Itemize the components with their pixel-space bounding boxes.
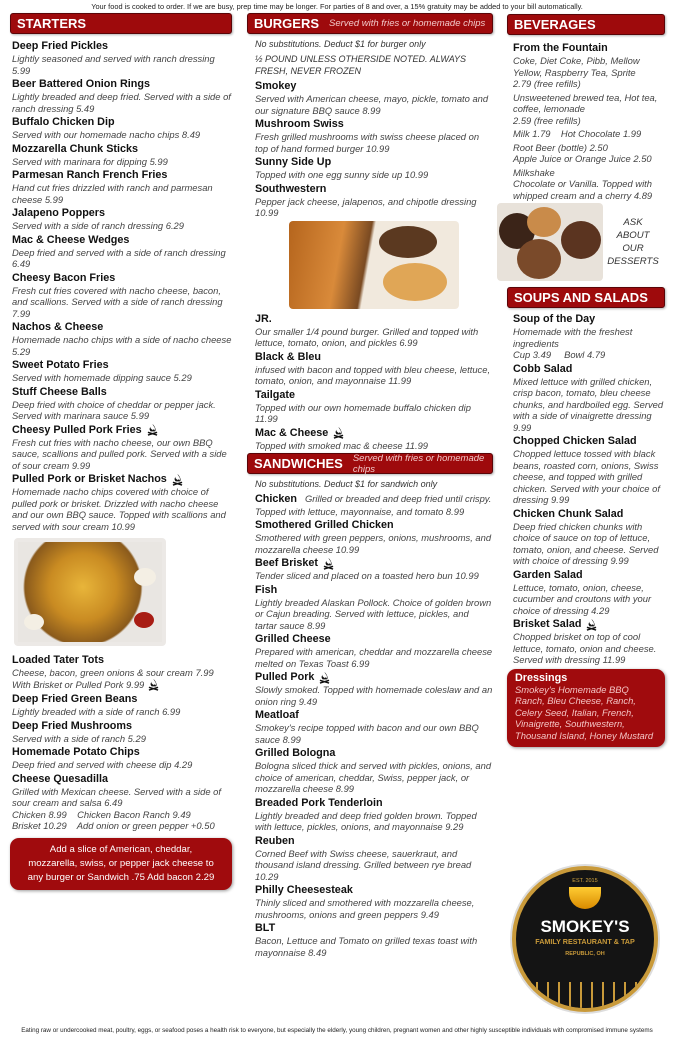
menu-item xyxy=(513,92,665,127)
item-line xyxy=(513,142,665,154)
item-name: Deep Fried Pickles xyxy=(12,40,109,52)
item-name-row xyxy=(12,143,232,156)
menu-item xyxy=(255,884,493,920)
item-name: Mac & Cheese xyxy=(255,426,329,439)
item-line xyxy=(12,679,232,692)
item-name-row xyxy=(255,797,493,810)
item-name-row xyxy=(12,386,232,399)
dressings-title: Dressings xyxy=(515,671,568,684)
item-description: Thinly sliced and smothered with mozzarella cheese, mushrooms, onions and green peppers 9.49 xyxy=(255,897,475,920)
item-name-row xyxy=(255,747,493,760)
item-name: Garden Salad xyxy=(513,568,583,581)
item-name-row xyxy=(12,773,232,786)
menu-item xyxy=(513,508,665,567)
item-name: JR. xyxy=(255,312,272,325)
item-description: Chopped brisket on top of cool lettuce, tomato, onion and cheese. Served with dressing 11.99 xyxy=(513,631,657,665)
item-description: Deep fried with choice of cheddar or pepper jack. Served with marinara sauce 5.99 xyxy=(12,398,216,421)
item-description: Bacon, Lettuce and Tomato on grilled texas toast with mayonnaise 8.49 xyxy=(255,935,478,958)
item-line-text: Apple Juice or Orange Juice 2.50 xyxy=(513,153,652,164)
item-name: Soup of the Day xyxy=(513,313,596,325)
item-name: Deep Fried Green Beans xyxy=(12,693,138,706)
item-name: Mushroom Swiss xyxy=(255,118,344,130)
item-name: Jalapeno Poppers xyxy=(12,207,106,219)
item-description: Served with a side of ranch 5.29 xyxy=(12,732,146,744)
top-notice: Your food is cooked to order. If we are busy, prep time may be longer. For parties of 8 and over, a 15% gratuity may be added to your bill automatically. xyxy=(91,2,583,11)
item-name: Philly Cheesesteak xyxy=(255,884,353,896)
item-name: Stuff Cheese Balls xyxy=(12,385,107,398)
item-name: Reuben xyxy=(255,834,295,847)
menu-item xyxy=(255,922,493,958)
starters-header xyxy=(10,13,232,34)
menu-item xyxy=(12,207,232,232)
menu-item xyxy=(12,143,232,168)
menu-item xyxy=(513,363,665,434)
item-description: Pepper jack cheese, jalapenos, and chipotle dressing 10.99 xyxy=(255,195,477,218)
menu-item xyxy=(12,40,232,76)
footer-notice: Eating raw or undercooked meat, poultry, eggs, or seafood poses a health risk to everyone, but especially the elderly, young children, pregnant women and other highly susceptible individuals with compromised immune systems xyxy=(21,1027,653,1034)
item-name-row xyxy=(12,169,232,182)
item-name-row xyxy=(255,584,493,597)
item-line xyxy=(12,820,232,832)
burgers-title: BURGERS xyxy=(254,16,320,31)
menu-item xyxy=(12,424,232,472)
item-description: Grilled with Mexican cheese. Served with a side of sour cream and salsa 6.49 xyxy=(12,785,221,809)
item-line-text: Root Beer (bottle) 2.50 xyxy=(513,141,608,153)
menu-item xyxy=(255,797,493,833)
addon-text: Add a slice of American, cheddar, mozzarella, swiss, or pepper jack cheese to any burger or Sandwich .75 Add bacon 2.29 xyxy=(27,843,215,883)
smoked-flame-icon xyxy=(586,619,597,631)
item-description: Lightly breaded and deep fried. Served with a side of ranch dressing 5.49 xyxy=(12,91,231,114)
smoked-flame-icon xyxy=(319,672,330,684)
item-line xyxy=(513,178,665,201)
menu-item xyxy=(513,142,665,165)
nachos-photo xyxy=(14,538,166,646)
sandwiches-subtitle: Served with fries or homemade chips xyxy=(352,452,485,475)
item-name-row xyxy=(12,424,232,437)
item-name-row xyxy=(12,272,232,285)
desserts-photo xyxy=(497,203,603,281)
item-name-row xyxy=(255,118,493,131)
item-name-row xyxy=(255,183,493,196)
item-description: Topped with smoked mac & cheese 11.99 xyxy=(255,439,429,451)
menu-item xyxy=(12,359,232,384)
item-name: Pulled Pork xyxy=(255,671,315,683)
logo-location: REPUBLIC, OH xyxy=(565,951,605,957)
menu-item xyxy=(12,773,232,832)
item-description: Served with homemade dipping sauce 5.29 xyxy=(12,372,192,383)
item-name-row xyxy=(513,313,665,326)
beverages-title: BEVERAGES xyxy=(514,17,596,32)
item-name-row xyxy=(12,693,232,706)
desserts-text: ASK ABOUT OUR DESSERTS xyxy=(607,217,659,267)
item-name-row xyxy=(12,359,232,372)
burgers-list-2 xyxy=(247,313,493,452)
item-name-row xyxy=(255,519,493,532)
menu-item xyxy=(255,80,493,116)
item-name: Southwestern xyxy=(255,182,327,195)
item-name: Buffalo Chicken Dip xyxy=(12,116,115,128)
item-name-row xyxy=(513,508,665,521)
starters-column xyxy=(10,13,232,890)
item-name: Chicken xyxy=(255,493,298,505)
item-description: Fresh grilled mushrooms with swiss cheese placed on top of hand formed burger 10.99 xyxy=(255,131,480,154)
item-name: Cheesy Pulled Pork Fries xyxy=(12,423,142,436)
item-line xyxy=(12,809,232,821)
flame-logo-icon xyxy=(569,887,601,909)
item-name-row xyxy=(12,116,232,129)
item-name: From the Fountain xyxy=(513,42,608,54)
item-name: Chicken Chunk Salad xyxy=(513,507,624,520)
menu-item xyxy=(513,435,665,506)
menu-item xyxy=(513,569,665,617)
item-name-row xyxy=(255,156,493,169)
menu-item xyxy=(12,321,232,357)
starters-title: STARTERS xyxy=(17,16,87,31)
item-name-row xyxy=(513,618,665,631)
item-line xyxy=(513,128,665,140)
item-description: Topped with one egg sunny side up 10.99 xyxy=(255,169,429,180)
soups-salads-header xyxy=(507,287,665,308)
beverages-list xyxy=(507,35,665,201)
menu-item xyxy=(513,128,665,140)
soups-salads-list xyxy=(507,308,665,666)
starters-list xyxy=(10,34,232,532)
item-description: Lettuce, tomato, onion, cheese, cucumber and croutons with your choice of dressing 4.29 xyxy=(513,581,652,616)
dressings-box xyxy=(507,669,665,748)
item-name-row xyxy=(12,234,232,247)
item-line-text: Milkshake xyxy=(513,166,555,178)
item-name: Sweet Potato Fries xyxy=(12,359,109,371)
item-description: Our smaller 1/4 pound burger. Grilled and topped with lettuce, tomato, onion, and pickles 6.99 xyxy=(255,325,479,348)
menu-item xyxy=(255,493,493,517)
item-line xyxy=(513,78,665,90)
sandwiches-list xyxy=(255,493,493,958)
item-description: Homemade with the freshest ingredients xyxy=(513,326,633,349)
menu-item xyxy=(12,116,232,141)
menu-item xyxy=(513,42,665,90)
menu-item xyxy=(513,618,665,666)
menu-item xyxy=(255,427,493,452)
item-description: Lightly breaded with a side of ranch 6.99 xyxy=(12,706,181,718)
item-description: Lightly breaded Alaskan Pollock. Choice of golden brown or Cajun breading. Served with lettuce, pickles, and tartar sauce 8.99 xyxy=(255,596,492,631)
burger-photo xyxy=(289,221,459,309)
burgers-column xyxy=(247,13,493,960)
menu-item xyxy=(12,654,232,691)
item-name: Loaded Tater Tots xyxy=(12,654,104,666)
menu-item xyxy=(12,272,232,320)
sandwiches-title: SANDWICHES xyxy=(254,456,343,471)
item-name-row xyxy=(513,435,665,448)
burgers-header xyxy=(247,13,493,34)
item-description: Tender sliced and placed on a toasted hero bun 10.99 xyxy=(255,570,479,581)
item-name-row xyxy=(12,78,232,91)
item-description: Chopped lettuce tossed with black beans, roasted corn, onions, Swiss cheese, and topped with grilled chicken. Served with your choice of dressing 9.99 xyxy=(513,448,660,505)
item-name: Nachos & Cheese xyxy=(12,321,104,333)
menu-item xyxy=(255,671,493,707)
item-description: Served with our homemade nacho chips 8.49 xyxy=(12,129,201,140)
item-name-row xyxy=(255,835,493,848)
item-name-row xyxy=(12,654,232,667)
logo-tagline: FAMILY RESTAURANT & TAP xyxy=(535,937,635,946)
item-description xyxy=(255,493,493,517)
sandwiches-note: No substitutions. Deduct $1 for sandwich only xyxy=(255,479,438,489)
item-description: Bologna sliced thick and served with pickles, onions, and choice of american, cheddar, Swiss, pepper jack, or mozzarella cheese 8.99 xyxy=(255,760,492,794)
item-name: Meatloaf xyxy=(255,709,299,721)
menu-item xyxy=(12,720,232,745)
addon-box xyxy=(10,838,232,890)
item-line-text: Cup 3.49 Bowl 4.79 xyxy=(513,349,606,360)
item-name-row xyxy=(255,427,493,440)
item-line xyxy=(513,349,665,361)
beverages-column xyxy=(507,14,665,747)
item-line xyxy=(513,167,665,179)
item-description: Served with American cheese, mayo, pickle, tomato and our signature BBQ sauce 8.99 xyxy=(255,93,489,116)
item-name: Cheese Quesadilla xyxy=(12,772,109,785)
item-name-row xyxy=(255,922,493,935)
item-name-row xyxy=(255,709,493,722)
item-description: Slowly smoked. Topped with homemade coleslaw and an onion ring 9.49 xyxy=(255,684,493,707)
menu-item xyxy=(255,183,493,219)
menu-item xyxy=(12,746,232,771)
menu-item xyxy=(12,169,232,205)
item-line-text: Chocolate or Vanilla. Topped with whipped cream and a cherry 4.89 xyxy=(513,178,655,201)
item-description: Deep fried and served with cheese dip 4.29 xyxy=(12,759,193,771)
item-description: Deep fried and served with a side of ranch dressing 6.49 xyxy=(12,246,226,269)
item-name-row xyxy=(255,557,493,570)
starters-list-2 xyxy=(10,654,232,832)
menu-item xyxy=(255,557,493,582)
item-name: Brisket Salad xyxy=(513,618,582,630)
item-line-text: With Brisket or Pulled Pork 9.99 xyxy=(12,678,145,690)
dressings-text: Smokey's Homemade BBQ Ranch, Bleu Cheese, Ranch, Celery Seed, Italian, French, Vinaigrette, Southwestern, Thousand Island, Honey Mustard xyxy=(515,683,654,741)
item-name: Mac & Cheese Wedges xyxy=(12,233,130,246)
item-description: Smokey's recipe topped with bacon and our own BBQ sauce 8.99 xyxy=(255,722,479,745)
item-name-row xyxy=(255,389,493,402)
item-name: Breaded Pork Tenderloin xyxy=(255,796,383,809)
item-description: Corned Beef with Swiss cheese, sauerkraut, and thousand island dressing. Grilled between rye bread 10.29 xyxy=(255,847,472,882)
menu-item xyxy=(255,351,493,387)
item-name-row xyxy=(12,207,232,220)
item-description: Lightly breaded and deep fried golden brown. Topped with lettuce, pickles, onions, and mayonnaise 9.29 xyxy=(255,809,477,832)
menu-item xyxy=(255,519,493,555)
menu-item xyxy=(255,584,493,632)
burgers-note: No substitutions. Deduct $1 for burger only xyxy=(255,39,426,49)
burgers-list xyxy=(255,80,493,219)
item-name-row xyxy=(12,40,232,53)
item-name-row xyxy=(513,569,665,582)
item-name-row xyxy=(12,720,232,733)
menu-item xyxy=(255,633,493,669)
item-description: Homemade nacho chips with a side of nacho cheese 5.29 xyxy=(12,334,232,357)
item-name: Smokey xyxy=(255,80,297,92)
item-name: Pulled Pork or Brisket Nachos xyxy=(12,473,167,485)
burgers-note: ½ POUND UNLESS OTHERSIDE NOTED. ALWAYS FRESH, NEVER FROZEN xyxy=(255,54,467,76)
item-name: Black & Bleu xyxy=(255,350,322,363)
sandwiches-header xyxy=(247,453,493,474)
item-name-row xyxy=(513,42,665,55)
item-line-text: Milk 1.79 Hot Chocolate 1.99 xyxy=(513,128,642,139)
item-name: Fish xyxy=(255,583,278,596)
item-line xyxy=(513,153,665,165)
menu-item xyxy=(255,747,493,795)
item-name-row xyxy=(12,746,232,759)
item-line-text: Brisket 10.29 Add onion or green pepper +0.50 xyxy=(12,820,215,832)
item-description: Prepared with american, cheddar and mozzarella cheese melted on Texas Toast 6.99 xyxy=(255,646,493,669)
item-name: Parmesan Ranch French Fries xyxy=(12,169,168,181)
item-description: Hand cut fries drizzled with ranch and parmesan cheese 5.99 xyxy=(12,182,213,205)
smoked-flame-icon xyxy=(147,424,158,436)
menu-item xyxy=(12,386,232,422)
item-name: Chopped Chicken Salad xyxy=(513,435,637,447)
item-name-row xyxy=(255,351,493,364)
menu-item xyxy=(255,835,493,883)
smoked-flame-icon xyxy=(333,427,344,439)
item-name: Cheesy Bacon Fries xyxy=(12,271,116,284)
menu-item xyxy=(255,118,493,154)
item-description: Deep fried chicken chunks with choice of sauce on top of lettuce, tomato, onion, and cheese. Served with choice of dressing 9.99 xyxy=(513,520,659,566)
item-name-row xyxy=(255,313,493,326)
item-line-text: 2.59 (free refills) xyxy=(513,114,581,126)
item-name-row xyxy=(12,473,232,486)
menu-item xyxy=(12,234,232,270)
item-description: Lightly seasoned and served with ranch dressing 5.99 xyxy=(12,53,215,76)
smoked-flame-icon xyxy=(148,679,159,691)
logo-est: EST. 2015 xyxy=(572,878,598,884)
smoked-flame-icon xyxy=(172,474,183,486)
item-line xyxy=(513,55,665,78)
item-line-text: Coke, Diet Coke, Pibb, Mellow Yellow, Raspberry Tea, Sprite xyxy=(513,55,643,78)
item-line-text: 2.79 (free refills) xyxy=(513,78,581,89)
item-name: Tailgate xyxy=(255,388,295,401)
item-name: Smothered Grilled Chicken xyxy=(255,519,394,531)
item-description: Served with marinara for dipping 5.99 xyxy=(12,155,168,167)
menu-item xyxy=(255,389,493,425)
item-description: Mixed lettuce with grilled chicken, crisp bacon, tomato, bleu cheese chunks, and hardboiled egg. Served with a side of vinaigrette dressing 9.99 xyxy=(513,375,664,433)
item-name: Grilled Cheese xyxy=(255,633,331,645)
menu-item xyxy=(255,313,493,349)
item-description: infused with bacon and topped with bleu cheese, lettuce, tomato, onion, and mayonnaise 11.99 xyxy=(255,363,491,386)
item-name-row xyxy=(513,363,665,376)
item-name-row xyxy=(12,321,232,334)
item-name: Deep Fried Mushrooms xyxy=(12,719,132,732)
item-description: Fresh cut fries with nacho cheese, our own BBQ sauce, scallions and pulled pork. Served with a side of sour cream 9.99 xyxy=(12,436,227,471)
item-description: Served with a side of ranch dressing 6.29 xyxy=(12,220,184,231)
item-description: Fresh cut fries covered with nacho cheese, bacon, and scallions. Served with a side of ranch dressing 7.99 xyxy=(12,284,223,319)
burgers-subtitle: Served with fries or homemade chips xyxy=(329,18,486,29)
item-name: Beef Brisket xyxy=(255,557,319,569)
menu-item xyxy=(513,313,665,361)
menu-item xyxy=(513,167,665,202)
item-name: Homemade Potato Chips xyxy=(12,746,140,759)
menu-item xyxy=(12,78,232,114)
item-line xyxy=(513,115,665,127)
item-name: Cobb Salad xyxy=(513,362,573,375)
logo-name: SMOKEY'S xyxy=(540,917,630,936)
item-name: Beer Battered Onion Rings xyxy=(12,78,150,90)
item-description: Homemade nacho chips covered with choice of pulled pork or brisket. Drizzled with nacho cheese and our own BBQ sauce. Topped with scallions and served with sour cream 10.99 xyxy=(12,486,226,532)
item-name: Sunny Side Up xyxy=(255,156,332,168)
menu-item xyxy=(12,693,232,718)
menu-item xyxy=(255,156,493,181)
item-name: Mozzarella Chunk Sticks xyxy=(12,142,138,155)
menu-item xyxy=(255,709,493,745)
item-desc-text: Grilled or breaded and deep fried until crispy. Topped with lettuce, mayonnaise, and tomato 8.99 xyxy=(255,493,492,517)
item-name-row xyxy=(255,80,493,93)
item-description: Smothered with green peppers, onions, mushrooms, and mozzarella cheese 10.99 xyxy=(255,532,492,555)
item-name: BLT xyxy=(255,922,276,934)
item-line-text: Unsweetened brewed tea, Hot tea, coffee, lemonade xyxy=(513,91,660,114)
item-name-row xyxy=(255,633,493,646)
soups-salads-title: SOUPS AND SALADS xyxy=(514,290,648,305)
menu-item xyxy=(12,473,232,532)
beverages-header xyxy=(507,14,665,35)
item-name: Grilled Bologna xyxy=(255,747,336,759)
smokeys-logo xyxy=(512,866,658,1012)
item-name-row xyxy=(255,884,493,897)
item-description: Topped with our own homemade buffalo chicken dip 11.99 xyxy=(255,401,471,424)
smoked-flame-icon xyxy=(323,558,334,570)
item-line-text: Chicken 8.99 Chicken Bacon Ranch 9.49 xyxy=(12,808,191,820)
item-description: Cheese, bacon, green onions & sour cream 7.99 xyxy=(12,667,214,678)
item-name-row xyxy=(255,671,493,684)
item-line xyxy=(513,92,665,115)
